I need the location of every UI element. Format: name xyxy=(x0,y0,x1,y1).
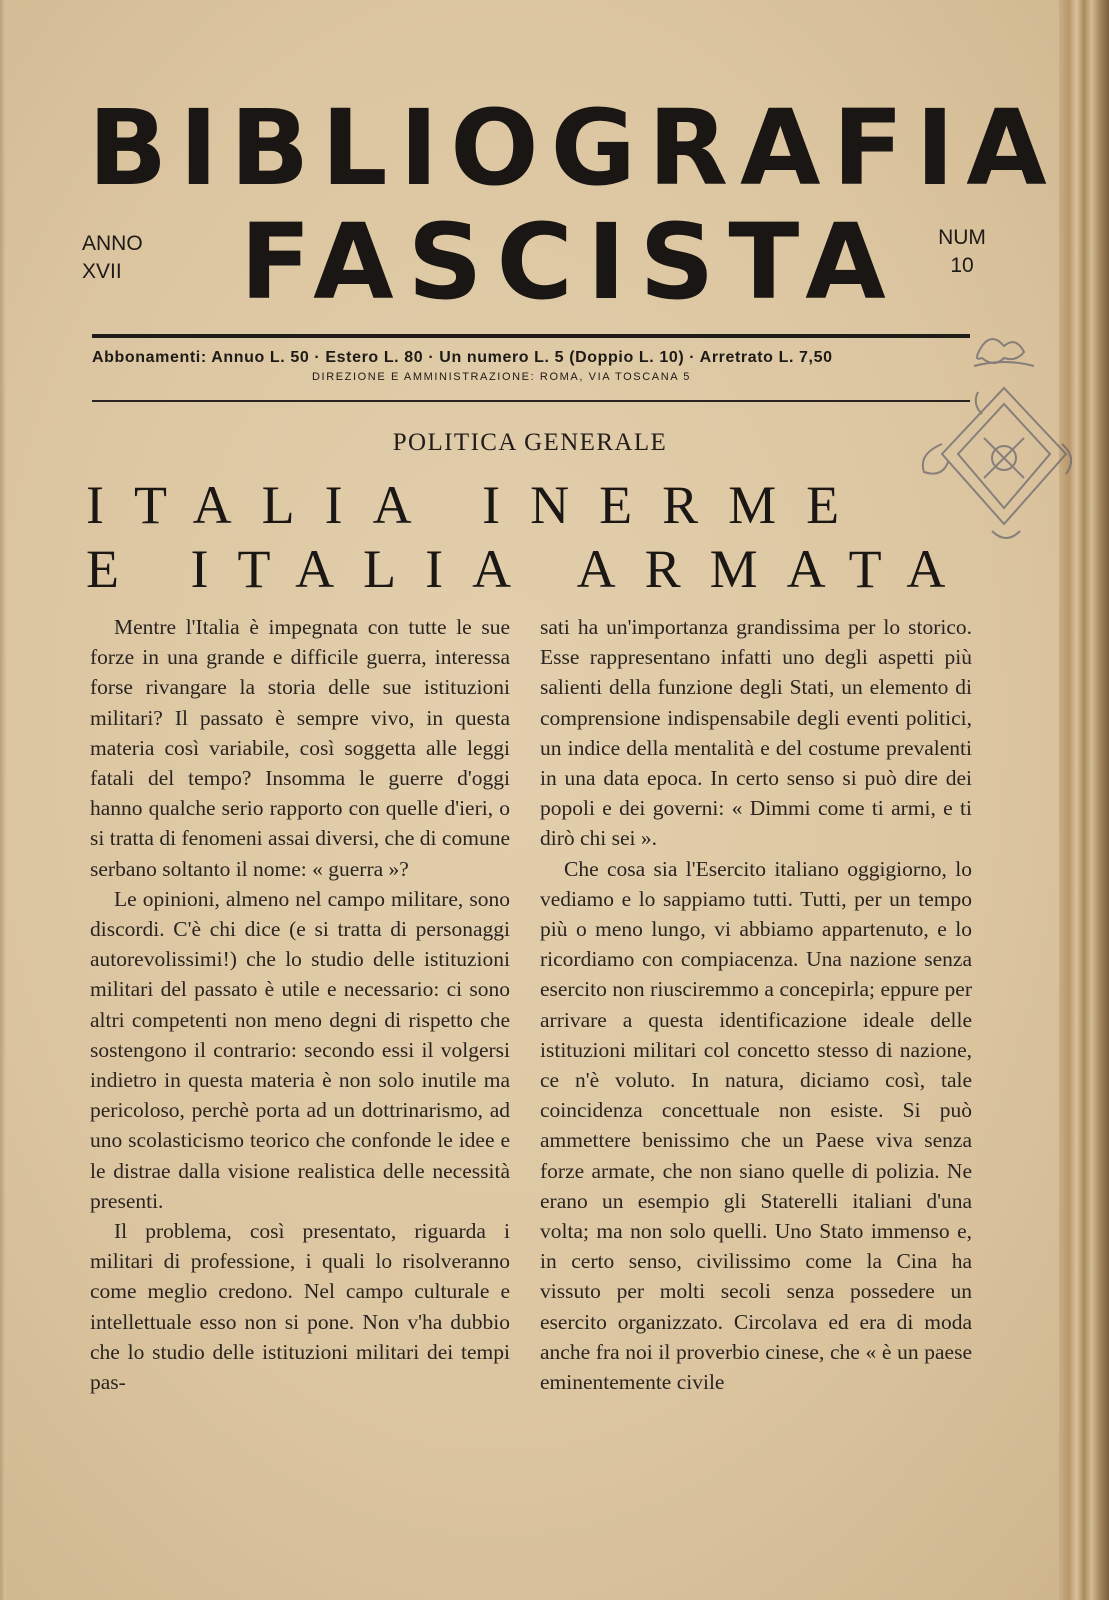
article-column-left xyxy=(90,612,510,1397)
issue-year xyxy=(82,230,162,286)
headline-line-1: ITALIA INERME xyxy=(86,475,870,535)
direction-line: DIREZIONE E AMMINISTRAZIONE: ROMA, VIA TOSCANA 5 xyxy=(312,371,691,383)
subscription-line: Abbonamenti: Annuo L. 50 · Estero L. 80 · Un numero L. 5 (Doppio L. 10) · Arretrato L. 7,50 xyxy=(92,349,833,366)
issue-number xyxy=(932,224,992,280)
right-paragraph-1: sati ha un'importanza grandissima per lo storico. Esse rappresentano infatti uno degli aspetti più salienti della funzione degli Stati, un elemento di comprensione indispensabile degli eventi politici, un indice della mentalità e del costume prevalenti in una data epoca. In certo senso si può dire dei popoli e dei governi: « Dimmi come ti armi, e ti dirò chi sei ». xyxy=(540,615,972,851)
anno-value: XVII xyxy=(82,260,122,283)
bound-pages-edge xyxy=(1059,0,1109,1600)
section-heading: POLITICA GENERALE xyxy=(392,429,668,456)
masthead-title: BIBLIOGRAFIA xyxy=(88,87,1059,209)
masthead-subtitle: FASCISTA xyxy=(240,201,900,323)
right-paragraph-2: Che cosa sia l'Esercito italiano oggigiorno, lo vediamo e lo sappiamo tutti. Tutti, per un tempo più o meno lungo, vi abbiamo appartenuto, e lo ricordiamo con compiacenza. Una nazione senza esercito non riusciremmo a concepirla; eppure per arrivare a questa identificazione ideale delle istituzioni militari col concetto stesso di nazione, ce n'è voluto. In natura, diciamo così, tale coincidenza concettuale non esiste. Si può ammettere benissimo che un Paese viva senza forze armate, che non siano quelle di polizia. Ne erano un esempio gli Staterelli italiani d'una volta; ma non solo quelli. Uno Stato immenso e, in certo senso, civilissimo come la Cina ha vissuto per molti secoli senza possedere un esercito organizzato. Circolava ed era di moda anche fra noi il proverbio cinese, che « è un paese eminentemente civile xyxy=(540,856,972,1395)
num-value: 10 xyxy=(950,254,974,277)
masthead-rule xyxy=(92,334,970,338)
left-paragraph-1: Mentre l'Italia è impegnata con tutte le sue forze in una grande e difficile guerra, interessa forse rivangare la storia delle sue istituzioni militari? Il passato è sempre vivo, in questa materia così variabile, così soggetta alle leggi fatali del tempo? Insomma le guerre d'oggi hanno qualche serio rapporto con quelle d'ieri, o si tratta di fenomeni assai diversi, che di comune serbano soltanto il nome: « guerra »? xyxy=(90,615,510,881)
num-label: NUM xyxy=(938,226,986,249)
headline-line-2: E ITALIA ARMATA xyxy=(86,539,975,599)
left-paragraph-2: Le opinioni, almeno nel campo militare, sono discordi. C'è chi dice (e si tratta di personaggi autorevolissimi!) che lo studio delle istituzioni militari del passato è utile e necessario: ci sono altri competenti non meno degni di rispetto che sostengono il contrario: secondo essi il volgersi indietro in questa materia è non solo inutile ma pericoloso, perchè porta ad un dottrinarismo, ad uno scolasticismo teorico che confonde le idee e le distrae dalla visione realistica delle necessità presenti. xyxy=(90,886,510,1213)
header-divider xyxy=(92,400,970,402)
left-paragraph-3: Il problema, così presentato, riguarda i militari di professione, i quali lo risolveranno come meglio credono. Nel campo culturale e intellettuale esso non si pone. Non v'ha dubbio che lo studio delle istituzioni militari dei tempi pas- xyxy=(90,1219,510,1395)
library-stamp-icon xyxy=(912,326,1072,556)
article-column-right xyxy=(540,612,972,1397)
page-left-edge xyxy=(0,0,6,1600)
anno-label: ANNO xyxy=(82,232,143,255)
